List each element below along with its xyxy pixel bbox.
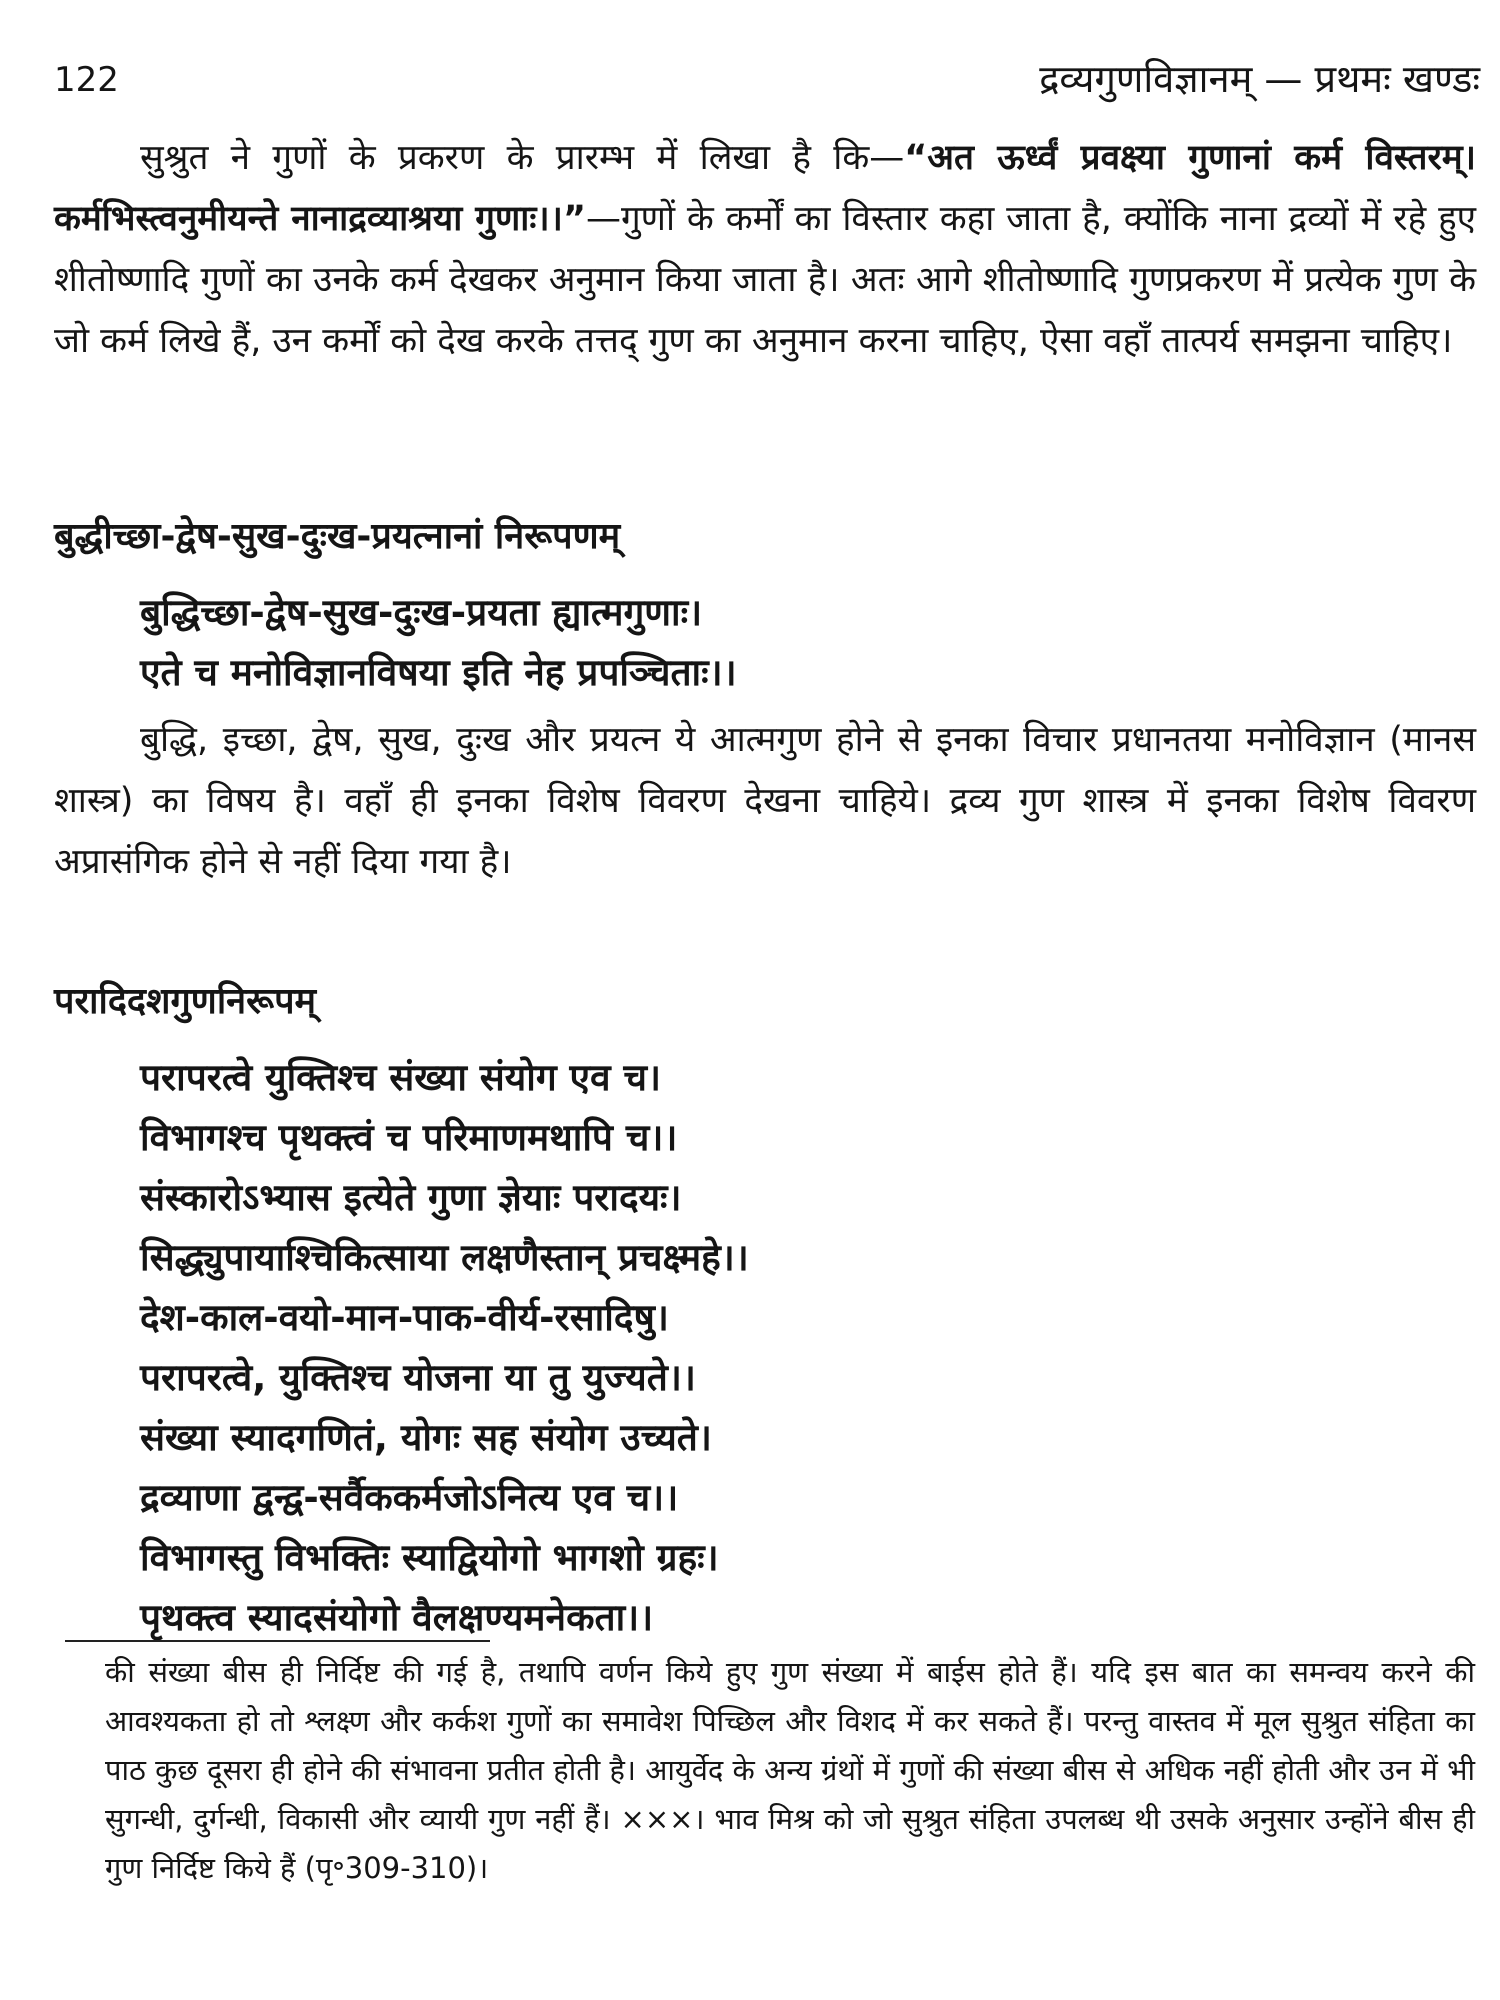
verse-line: पृथक्त्व स्यादसंयोगो वैलक्षण्यमनेकता।।: [140, 1596, 654, 1639]
section-heading-atmaguna: बुद्धीच्छा-द्वेष-सुख-दुःख-प्रयत्नानां निरूपणम्: [54, 516, 621, 557]
intro-lead: सुश्रुत ने गुणों के प्रकरण के प्रारम्भ में लिखा है कि—: [140, 138, 905, 178]
verse-line: विभागस्तु विभक्तिः स्याद्वियोगो भागशो ग्रहः।: [140, 1536, 719, 1579]
intro-rest: —गुणों के कर्मों का विस्तार कहा जाता है, क्योंकि नाना द्रव्यों में रहे हुए शीतोष्णादि गुणों का उनके कर्म देखकर अनुमान किया जाता है। अतः आगे शीतोष्णादि गुणप्रकरण में प्रत्येक गुण के जो कर्म लिखे हैं, उन कर्मों को देख करके तत्तद् गुण का अनुमान करना चाहिए, ऐसा वहाँ तात्पर्य समझना चाहिए।: [54, 199, 1477, 361]
atmaguna-paragraph: [54, 710, 1476, 893]
sushruta-quote: “अत ऊर्ध्वं प्रवक्ष्या गुणानां कर्म विस्तरम्। कर्मभिस्त्वनुमीयन्ते नानाद्रव्याश्रया गुणाः।।”: [54, 138, 1476, 239]
running-title: द्रव्यगुणविज्ञानम् — प्रथमः खण्डः: [1039, 57, 1480, 101]
verse-line: देश-काल-वयो-मान-पाक-वीर्य-रसादिषु।: [140, 1296, 669, 1339]
verse-line: परापरत्वे, युक्तिश्च योजना या तु युज्यते।।: [140, 1356, 696, 1399]
verse-line: विभागश्च पृथक्त्वं च परिमाणमथापि च।।: [140, 1116, 678, 1159]
verse-block-paradi: [140, 1048, 1480, 1648]
verse-line: संख्या स्यादगणितं, योगः सह संयोग उच्यते।: [140, 1416, 712, 1459]
page-number: 122: [54, 60, 119, 100]
verse-block-atmaguna: [140, 583, 1480, 703]
verse-line: बुद्धिच्छा-द्वेष-सुख-दुःख-प्रयता ह्यात्मगुणाः।: [140, 591, 703, 634]
atmaguna-paragraph-text: बुद्धि, इच्छा, द्वेष, सुख, दुःख और प्रयत्न ये आत्मगुण होने से इनका विचार प्रधानतया मनोविज्ञान (मानस शास्त्र) का विषय है। वहाँ ही इनका विशेष विवरण देखना चाहिये। द्रव्य गुण शास्त्र में इनका विशेष विवरण अप्रासंगिक होने से नहीं दिया गया है।: [54, 720, 1476, 882]
section-heading-paradi: परादिदशगुणनिरूपम्: [54, 981, 317, 1022]
verse-line: संस्कारोऽभ्यास इत्येते गुणा ज्ञेयाः परादयः।: [140, 1176, 682, 1219]
page-header: [54, 52, 1480, 112]
verse-line: सिद्ध्युपायाश्चिकित्साया लक्षणैस्तान् प्रचक्ष्महे।।: [140, 1236, 749, 1279]
verse-line: एते च मनोविज्ञानविषया इति नेह प्रपञ्चिताः।।: [140, 651, 737, 694]
footnote-separator: [65, 1640, 490, 1642]
verse-line: द्रव्याणा द्वन्द्व-सर्वैककर्मजोऽनित्य एव च।।: [140, 1476, 679, 1519]
intro-paragraph: [54, 128, 1476, 372]
verse-line: परापरत्वे युक्तिश्च संख्या संयोग एव च।: [140, 1056, 661, 1099]
footnote: की संख्या बीस ही निर्दिष्ट की गई है, तथापि वर्णन किये हुए गुण संख्या में बाईस होते हैं। यदि इस बात का समन्वय करने की आवश्यकता हो तो श्लक्ष्ण और कर्कश गुणों का समावेश पिच्छिल और विशद में कर सकते हैं। परन्तु वास्तव में मूल सुश्रुत संहिता का पाठ कुछ दूसरा ही होने की संभावना प्रतीत होती है। आयुर्वेद के अन्य ग्रंथों में गुणों की संख्या बीस से अधिक नहीं होती और उन में भी सुगन्धी, दुर्गन्धी, विकासी और व्यायी गुण नहीं हैं। ×××। भाव मिश्र को जो सुश्रुत संहिता उपलब्ध थी उसके अनुसार उन्होंने बीस ही गुण निर्दिष्ट किये हैं (पृ॰309-310)।: [105, 1655, 1475, 1885]
